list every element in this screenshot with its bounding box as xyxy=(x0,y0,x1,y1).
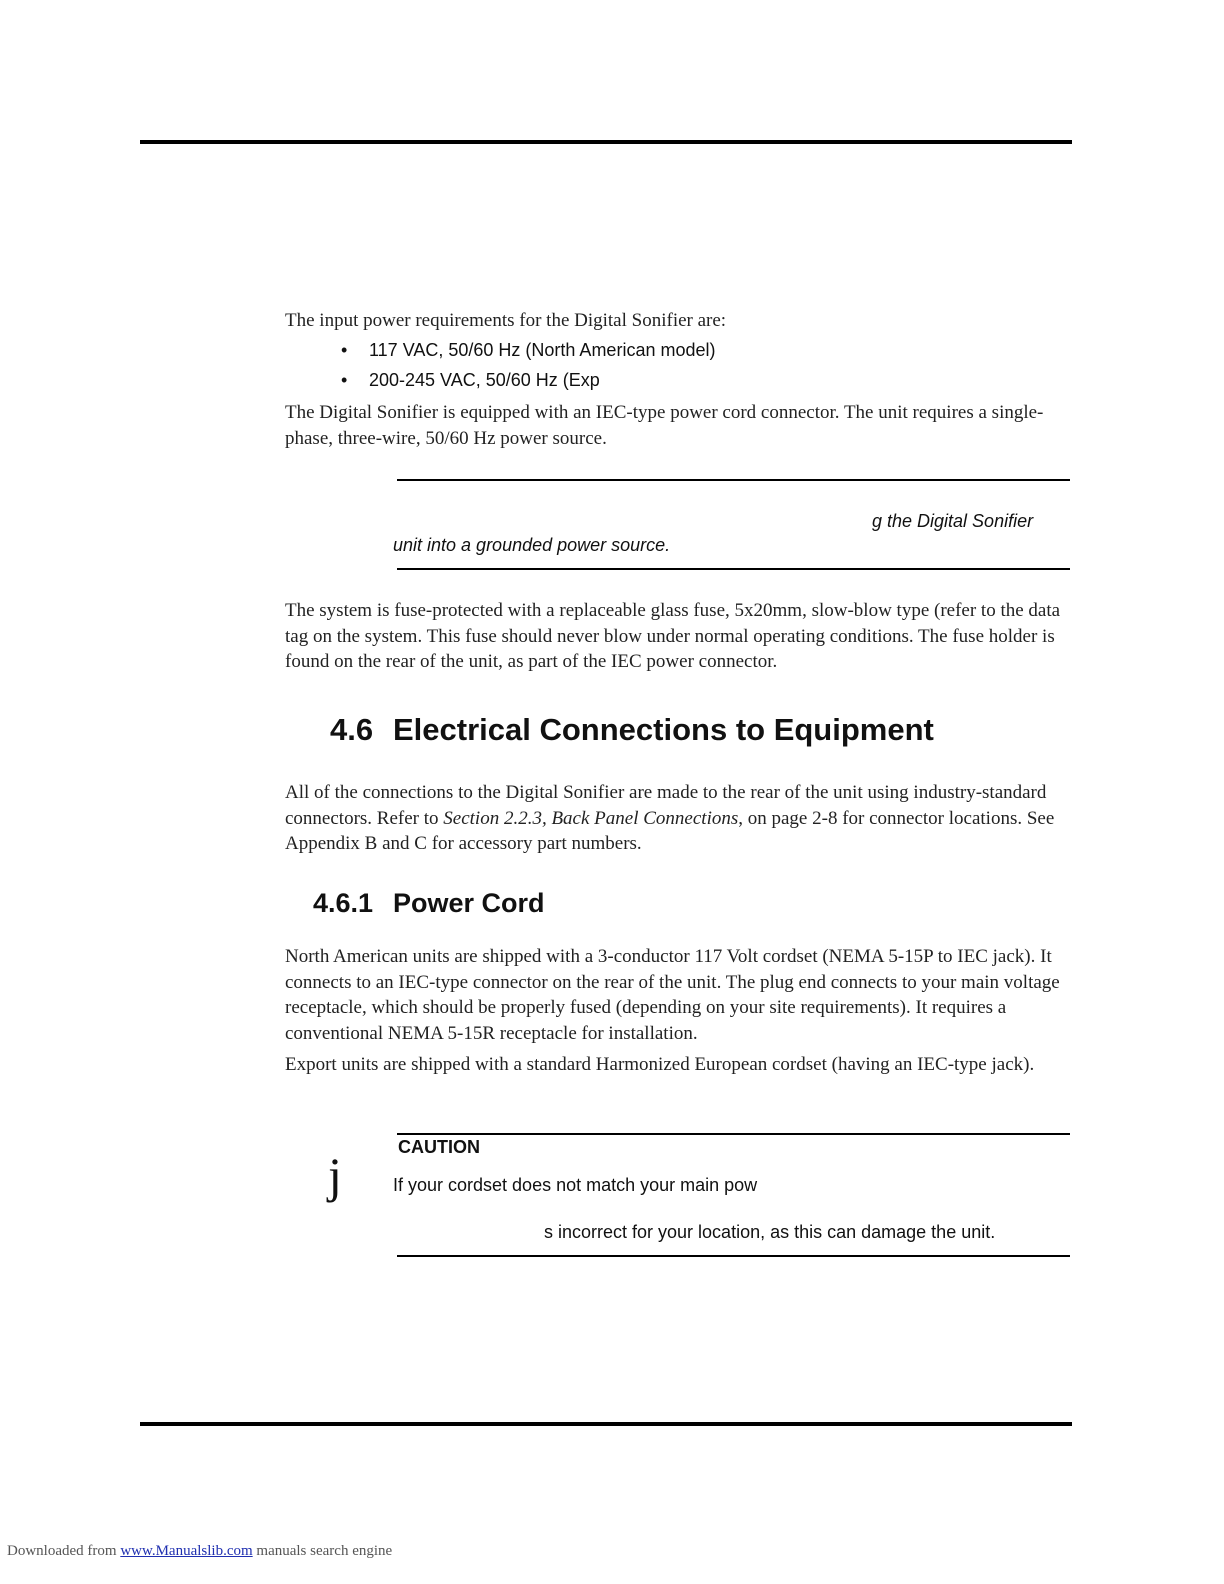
section-title: Electrical Connections to Equipment xyxy=(393,712,934,747)
power-intro: The input power requirements for the Digital Sonifier are: xyxy=(285,310,727,331)
bullet-marker: • xyxy=(341,370,348,390)
caution-line2: s incorrect for your location, as this can damage the unit. xyxy=(544,1222,996,1242)
footer-prefix: Downloaded from xyxy=(7,1543,121,1559)
note-top-rule xyxy=(397,479,1070,481)
connections-paragraph xyxy=(285,780,1070,857)
connections-text: All of the connections to the Digital Sonifier are made to the rear of the unit using industry-standard connectors. Refer to xyxy=(285,782,1047,829)
subsection-number: 4.6.1 xyxy=(313,888,374,918)
fuse-paragraph: The system is fuse-protected with a replaceable glass fuse, 5x20mm, slow-blow type (refer to the data tag on the system. This fuse should never blow under normal operating conditions. The fuse holder is found on the rear of the unit, as part of the IEC power connector. xyxy=(285,600,1061,672)
bullet-item xyxy=(341,340,715,361)
connector-paragraph: The Digital Sonifier is equipped with an IEC-type power cord connector. The unit requires a single-phase, three-wire, 50/60 Hz power source. xyxy=(285,402,1044,449)
section-number: 4.6 xyxy=(330,712,374,747)
bullet-item xyxy=(341,370,600,391)
subsection-title: Power Cord xyxy=(393,888,545,918)
footer-link[interactable]: www.Manualslib.com xyxy=(120,1543,253,1559)
section-heading-4-6-1 xyxy=(313,888,545,919)
bullet-marker: • xyxy=(341,340,348,360)
caution-title: CAUTION xyxy=(398,1137,480,1157)
ground-note-line2: unit into a grounded power source. xyxy=(393,535,671,555)
bottom-rule xyxy=(140,1422,1072,1426)
caution-line1: If your cordset does not match your main pow xyxy=(393,1175,758,1195)
section-heading-4-6 xyxy=(330,712,934,748)
connections-text-end: , on page 2-8 for connector locations. See Appendix B and C for accessory part numbers. xyxy=(285,807,1055,854)
caution-top-rule xyxy=(397,1133,1070,1135)
footer-suffix: manuals search engine xyxy=(252,1543,393,1559)
caution-icon: j xyxy=(328,1147,342,1203)
bullet-text: 200-245 VAC, 50/60 Hz (Exp xyxy=(369,370,600,390)
section-reference: Section 2.2.3, Back Panel Connections xyxy=(443,807,739,829)
footer xyxy=(7,1543,392,1560)
caution-bottom-rule xyxy=(397,1255,1070,1257)
ground-note-line1: g the Digital Sonifier xyxy=(872,511,1034,531)
bullet-text: 117 VAC, 50/60 Hz (North American model) xyxy=(369,340,716,360)
export-paragraph: Export units are shipped with a standard Harmonized European cordset (having an IEC-type jack). xyxy=(285,1054,1035,1075)
power-cord-paragraph: North American units are shipped with a 3-conductor 117 Volt cordset (NEMA 5-15P to IEC jack). It connects to an IEC-type connector on the rear of the unit. The plug end connects to your main voltage receptacle, which should be properly fused (depending on your site requirements). It requires a conventional NEMA 5-15R receptacle for installation. xyxy=(285,946,1060,1044)
top-rule xyxy=(140,140,1072,144)
note-bottom-rule xyxy=(397,568,1070,570)
